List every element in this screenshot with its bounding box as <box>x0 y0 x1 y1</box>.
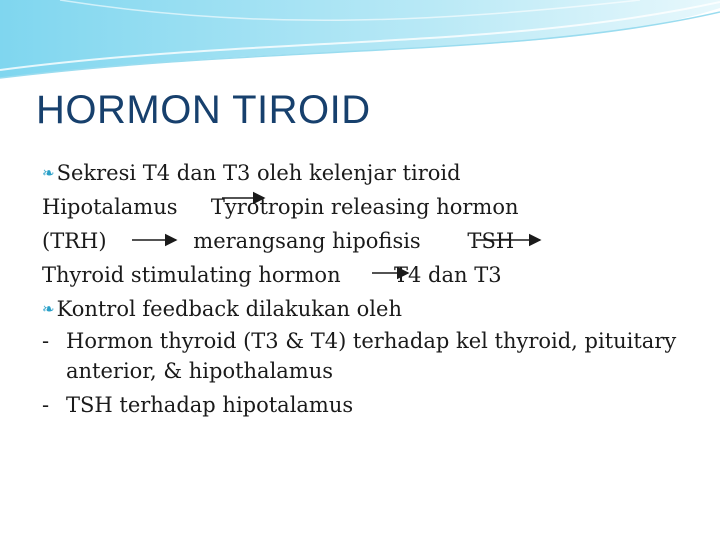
dash-marker: - <box>42 393 50 417</box>
dash-item-2 <box>42 390 702 420</box>
dash-marker: - <box>42 329 50 353</box>
text-line-2: Hipotalamus Tyrotropin releasing hormon <box>42 195 519 219</box>
dash-item-text: TSH terhadap hipotalamus <box>66 393 354 417</box>
header-wave-decoration <box>0 0 720 90</box>
text-line-3: (TRH) merangsang hipofisis TSH <box>42 229 515 253</box>
line-text: Sekresi T4 dan T3 oleh kelenjar tiroid <box>56 161 461 185</box>
line-text: Kontrol feedback dilakukan oleh <box>56 297 402 321</box>
slide-title: HORMON TIROID <box>36 88 371 132</box>
text-line-4: Thyroid stimulating hormon T4 dan T3 <box>42 263 502 287</box>
dash-item-text: Hormon thyroid (T3 & T4) terhadap kel thyroid, pituitary anterior, & hipothalamus <box>66 329 677 383</box>
dash-item-1 <box>42 326 702 386</box>
bullet-line-5 <box>42 292 702 326</box>
leaf-bullet-icon: ❧ <box>42 300 55 318</box>
slide-body <box>42 156 702 420</box>
bullet-line-1 <box>42 156 702 190</box>
leaf-bullet-icon: ❧ <box>42 164 55 182</box>
